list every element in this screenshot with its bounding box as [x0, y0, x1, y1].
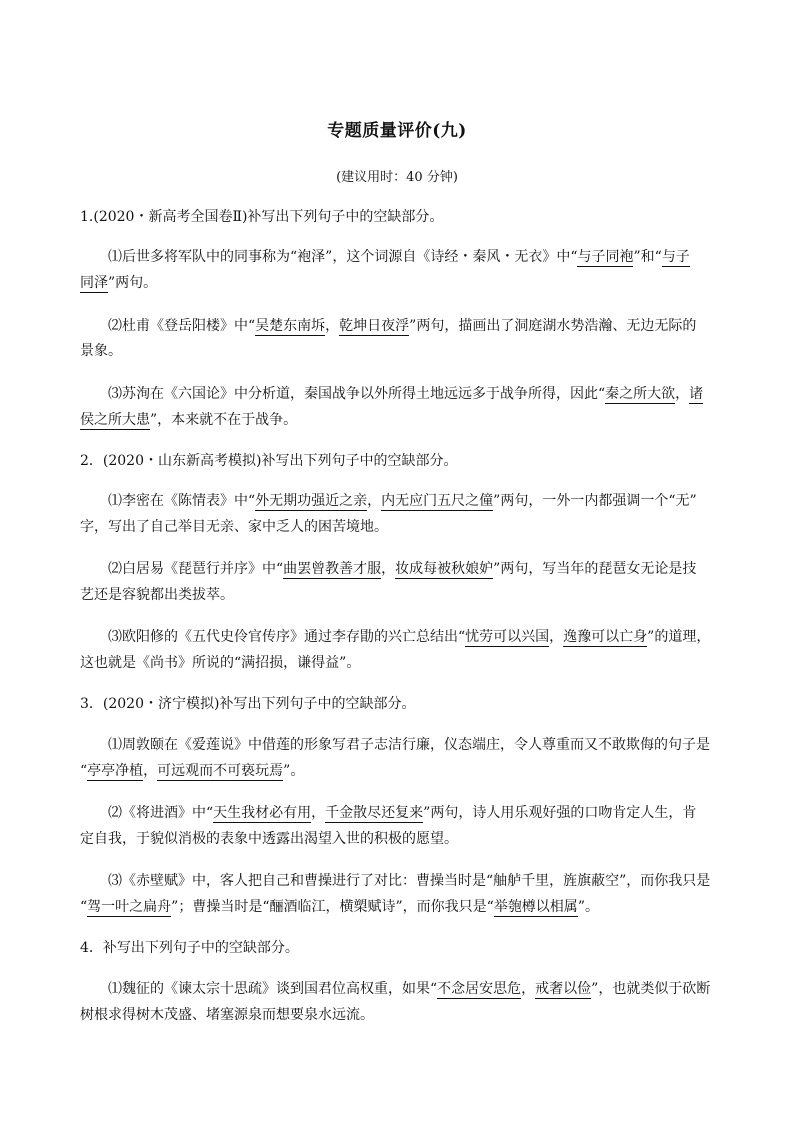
answer-text: 不念居安思危: [437, 981, 522, 997]
text-segment: ”；曹操当时是“酾酒临江，横槊赋诗”，而你我只是“: [171, 899, 494, 915]
question-2-heading: 2．(2020・山东新高考模拟)补写出下列句子中的空缺部分。: [80, 453, 458, 469]
answer-text: 亭亭净植: [87, 763, 144, 779]
text-segment: ”两句，一外一内都强调一个“无”: [493, 493, 697, 509]
question-2-item-2-line-1: [108, 559, 696, 579]
question-3-heading: 3．(2020・济宁模拟)补写出下列句子中的空缺部分。: [80, 696, 416, 712]
answer-text: 妆成每被秋娘妒: [395, 561, 494, 577]
question-4-item-1-line-2: 树根求得树木茂盛、堵塞源泉而想要泉水远流。: [80, 1007, 374, 1023]
answer-text: 与子同袍: [577, 249, 634, 265]
text-segment: ”两句，写当年的琵琶女无论是技: [493, 561, 697, 577]
answer-text: 千金散尽还复来: [325, 805, 424, 821]
text-segment: ⑴魏征的《谏太宗十思疏》谈到国君位高权重，如果“: [108, 981, 438, 997]
text-segment: ，: [675, 386, 690, 402]
text-segment: ，: [521, 981, 536, 997]
text-segment: ”。: [577, 899, 599, 915]
question-2-item-3-line-2: 这也就是《尚书》所说的“满招损，谦得益”。: [80, 655, 361, 671]
text-segment: ，: [367, 493, 382, 509]
question-4-item-1-line-1: [108, 979, 710, 999]
answer-text: 同泽: [80, 275, 108, 291]
question-3-item-1-line-2: [80, 761, 304, 781]
answer-text: 可远观而不可亵玩焉: [157, 763, 284, 779]
text-segment: ⑵《将进酒》中“: [108, 805, 214, 821]
question-1-item-2-line-2: 景象。: [80, 343, 122, 359]
text-segment: ”两句，诗人用乐观好强的口吻肯定人生，肯: [423, 805, 697, 821]
answer-text: 戒奢以俭: [535, 981, 592, 997]
question-2-item-2-line-2: 艺还是容貌都出类拔萃。: [80, 587, 234, 603]
text-segment: ”两句，描画出了洞庭湖水势浩瀚、无边无际的: [409, 318, 697, 334]
text-segment: ”的道理，: [647, 629, 711, 645]
question-1-item-1-line-2: [80, 273, 157, 293]
question-1-item-1-line-1: [108, 247, 690, 267]
text-segment: ⑴后世多将军队中的同事称为“袍泽”，这个词源自《诗经・秦风・无衣》中“: [108, 249, 578, 265]
answer-text: 侯之所大患: [80, 412, 150, 428]
question-3-item-2-line-1: [108, 803, 696, 823]
text-segment: ”和“: [633, 249, 662, 265]
text-segment: ，: [143, 763, 158, 779]
text-segment: ，: [325, 318, 340, 334]
text-segment: ⑴李密在《陈情表》中“: [108, 493, 256, 509]
answer-text: 诸: [689, 386, 704, 402]
text-segment: ，: [549, 629, 564, 645]
page-subtitle: (建议用时：40 分钟): [336, 170, 458, 185]
question-1-heading: 1.(2020・新高考全国卷Ⅱ)补写出下列句子中的空缺部分。: [80, 209, 444, 225]
text-segment: ⑵杜甫《登岳阳楼》中“: [108, 318, 256, 334]
text-segment: ⑵白居易《琵琶行并序》中“: [108, 561, 284, 577]
page-title: 专题质量评价(九): [327, 121, 467, 141]
text-segment: ”，也就类似于砍断: [591, 981, 711, 997]
question-4-heading: 4．补写出下列句子中的空缺部分。: [80, 940, 299, 956]
answer-text: 天生我材必有用: [213, 805, 312, 821]
text-segment: ，: [381, 561, 396, 577]
answer-text: 举匏樽以相属: [493, 899, 578, 915]
answer-text: 驾一叶之扁舟: [87, 899, 172, 915]
text-segment: ”两句。: [108, 275, 158, 291]
text-segment: “: [80, 763, 88, 779]
question-3-item-1-line-1: ⑴周敦颐在《爱莲说》中借莲的形象写君子志洁行廉，仪态端庄，令人尊重而又不敢欺侮的句子是: [108, 737, 710, 753]
question-3-item-3-line-1: ⑶《赤壁赋》中，客人把自己和曹操进行了对比：曹操当时是“舳舻千里，旌旗蔽空”，而你我只是: [108, 873, 711, 889]
answer-text: 曲罢曾教善才服: [283, 561, 382, 577]
answer-text: 内无应门五尺之僮: [381, 493, 494, 509]
text-segment: “: [80, 899, 88, 915]
question-2-item-3-line-1: [108, 627, 710, 647]
text-segment: ”。: [283, 763, 305, 779]
answer-text: 逸豫可以亡身: [563, 629, 648, 645]
answer-text: 忧劳可以兴国: [465, 629, 550, 645]
answer-text: 秦之所大欲: [605, 386, 676, 402]
answer-text: 与子: [661, 249, 690, 265]
answer-text: 乾坤日夜浮: [339, 318, 410, 334]
text-segment: ”，本来就不在于战争。: [150, 412, 298, 428]
question-3-item-3-line-2: [80, 897, 599, 917]
question-3-item-2-line-2: 定自我，于貌似消极的表象中透露出渴望入世的积极的愿望。: [80, 831, 458, 847]
text-segment: ⑶苏洵在《六国论》中分析道，秦国战争以外所得土地远远多于战争所得，因此“: [108, 386, 606, 402]
question-2-item-1-line-1: [108, 491, 697, 511]
question-1-item-3-line-1: [108, 384, 703, 404]
question-1-item-3-line-2: [80, 410, 297, 430]
question-1-item-2-line-1: [108, 316, 696, 336]
text-segment: ⑶欧阳修的《五代史伶官传序》通过李存勖的兴亡总结出“: [108, 629, 466, 645]
text-segment: ，: [311, 805, 326, 821]
answer-text: 吴楚东南坼: [255, 318, 326, 334]
answer-text: 外无期功强近之亲: [255, 493, 368, 509]
question-2-item-1-line-2: 字，写出了自己举目无亲、家中乏人的困苦境地。: [80, 519, 388, 535]
